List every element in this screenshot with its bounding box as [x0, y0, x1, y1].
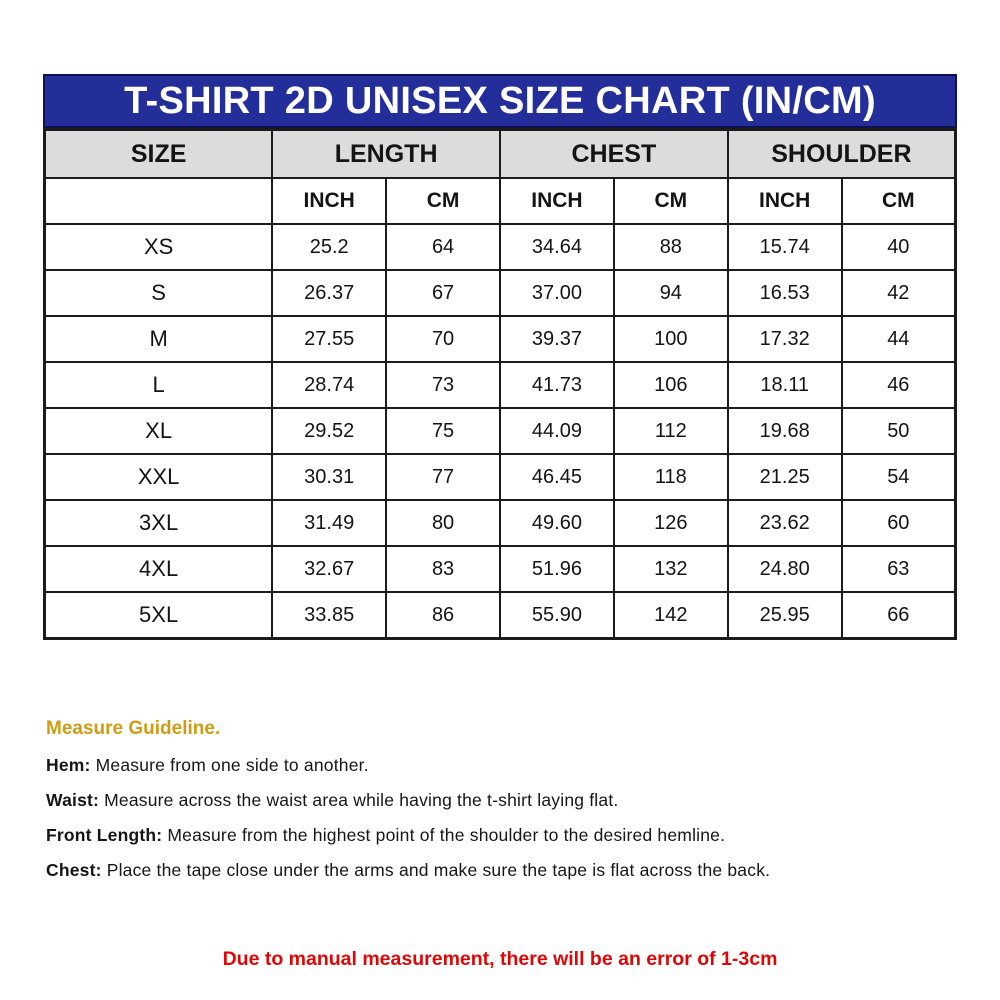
- value-cell: 112: [614, 408, 728, 454]
- size-label-xxl: XXL: [45, 454, 273, 500]
- size-label-s: S: [45, 270, 273, 316]
- value-cell: 63: [842, 546, 956, 592]
- guideline-front-length-text: Measure from the highest point of the shoulder to the desired hemline.: [167, 825, 726, 845]
- value-cell: 60: [842, 500, 956, 546]
- unit-header-4: INCH: [728, 178, 842, 224]
- size-table-head: [45, 130, 956, 225]
- measure-guidelines: [46, 718, 956, 895]
- value-cell: 24.80: [728, 546, 842, 592]
- group-header-chest: CHEST: [500, 130, 728, 179]
- value-cell: 29.52: [272, 408, 386, 454]
- value-cell: 70: [386, 316, 500, 362]
- value-cell: 66: [842, 592, 956, 639]
- size-row-l: [45, 362, 956, 408]
- value-cell: 44: [842, 316, 956, 362]
- guideline-hem-text: Measure from one side to another.: [95, 755, 369, 775]
- value-cell: 100: [614, 316, 728, 362]
- value-cell: 86: [386, 592, 500, 639]
- guideline-waist-label: Waist:: [46, 790, 100, 810]
- value-cell: 28.74: [272, 362, 386, 408]
- unit-header-empty: [45, 178, 273, 224]
- value-cell: 42: [842, 270, 956, 316]
- size-row-xl: [45, 408, 956, 454]
- size-row-m: [45, 316, 956, 362]
- value-cell: 23.62: [728, 500, 842, 546]
- page-title: T-SHIRT 2D UNISEX SIZE CHART (IN/CM): [124, 79, 876, 122]
- size-label-m: M: [45, 316, 273, 362]
- value-cell: 67: [386, 270, 500, 316]
- group-header-size: SIZE: [45, 130, 273, 179]
- size-label-3xl: 3XL: [45, 500, 273, 546]
- value-cell: 41.73: [500, 362, 614, 408]
- size-table: [43, 128, 957, 640]
- value-cell: 31.49: [272, 500, 386, 546]
- unit-header-5: CM: [842, 178, 956, 224]
- size-row-xxl: [45, 454, 956, 500]
- size-row-4xl: [45, 546, 956, 592]
- value-cell: 16.53: [728, 270, 842, 316]
- guideline-chest-label: Chest:: [46, 860, 102, 880]
- value-cell: 50: [842, 408, 956, 454]
- value-cell: 94: [614, 270, 728, 316]
- unit-header-3: CM: [614, 178, 728, 224]
- value-cell: 39.37: [500, 316, 614, 362]
- value-cell: 83: [386, 546, 500, 592]
- size-label-xl: XL: [45, 408, 273, 454]
- measurement-error-note: Due to manual measurement, there will be an error of 1-3cm: [222, 948, 778, 970]
- value-cell: 44.09: [500, 408, 614, 454]
- group-header-length: LENGTH: [272, 130, 500, 179]
- value-cell: 21.25: [728, 454, 842, 500]
- unit-header-2: INCH: [500, 178, 614, 224]
- unit-header-0: INCH: [272, 178, 386, 224]
- value-cell: 32.67: [272, 546, 386, 592]
- value-cell: 37.00: [500, 270, 614, 316]
- value-cell: 132: [614, 546, 728, 592]
- value-cell: 17.32: [728, 316, 842, 362]
- size-chart-sheet: [43, 74, 957, 640]
- size-label-l: L: [45, 362, 273, 408]
- value-cell: 27.55: [272, 316, 386, 362]
- value-cell: 54: [842, 454, 956, 500]
- guideline-front-length: [46, 825, 956, 846]
- size-label-5xl: 5XL: [45, 592, 273, 639]
- guideline-hem-label: Hem:: [46, 755, 91, 775]
- value-cell: 75: [386, 408, 500, 454]
- size-row-xs: [45, 224, 956, 270]
- unit-header-1: CM: [386, 178, 500, 224]
- value-cell: 77: [386, 454, 500, 500]
- guideline-chest: [46, 860, 956, 881]
- value-cell: 33.85: [272, 592, 386, 639]
- size-label-xs: XS: [45, 224, 273, 270]
- size-label-4xl: 4XL: [45, 546, 273, 592]
- value-cell: 118: [614, 454, 728, 500]
- guideline-front-length-label: Front Length:: [46, 825, 163, 845]
- size-table-body: [45, 224, 956, 639]
- value-cell: 25.2: [272, 224, 386, 270]
- value-cell: 55.90: [500, 592, 614, 639]
- value-cell: 73: [386, 362, 500, 408]
- unit-header-row: [45, 178, 956, 224]
- size-row-5xl: [45, 592, 956, 639]
- group-header-shoulder: SHOULDER: [728, 130, 956, 179]
- title-bar: [43, 74, 957, 128]
- value-cell: 25.95: [728, 592, 842, 639]
- value-cell: 46.45: [500, 454, 614, 500]
- value-cell: 19.68: [728, 408, 842, 454]
- value-cell: 40: [842, 224, 956, 270]
- value-cell: 46: [842, 362, 956, 408]
- value-cell: 64: [386, 224, 500, 270]
- value-cell: 34.64: [500, 224, 614, 270]
- size-row-s: [45, 270, 956, 316]
- guideline-hem: [46, 755, 956, 776]
- value-cell: 30.31: [272, 454, 386, 500]
- value-cell: 26.37: [272, 270, 386, 316]
- guideline-waist-text: Measure across the waist area while having the t-shirt laying flat.: [104, 790, 619, 810]
- value-cell: 88: [614, 224, 728, 270]
- value-cell: 51.96: [500, 546, 614, 592]
- value-cell: 18.11: [728, 362, 842, 408]
- guideline-waist: [46, 790, 956, 811]
- value-cell: 142: [614, 592, 728, 639]
- size-row-3xl: [45, 500, 956, 546]
- guideline-heading: Measure Guideline.: [46, 718, 221, 739]
- value-cell: 49.60: [500, 500, 614, 546]
- guideline-chest-text: Place the tape close under the arms and make sure the tape is flat across the back.: [106, 860, 771, 880]
- value-cell: 126: [614, 500, 728, 546]
- value-cell: 15.74: [728, 224, 842, 270]
- value-cell: 80: [386, 500, 500, 546]
- group-header-row: [45, 130, 956, 179]
- value-cell: 106: [614, 362, 728, 408]
